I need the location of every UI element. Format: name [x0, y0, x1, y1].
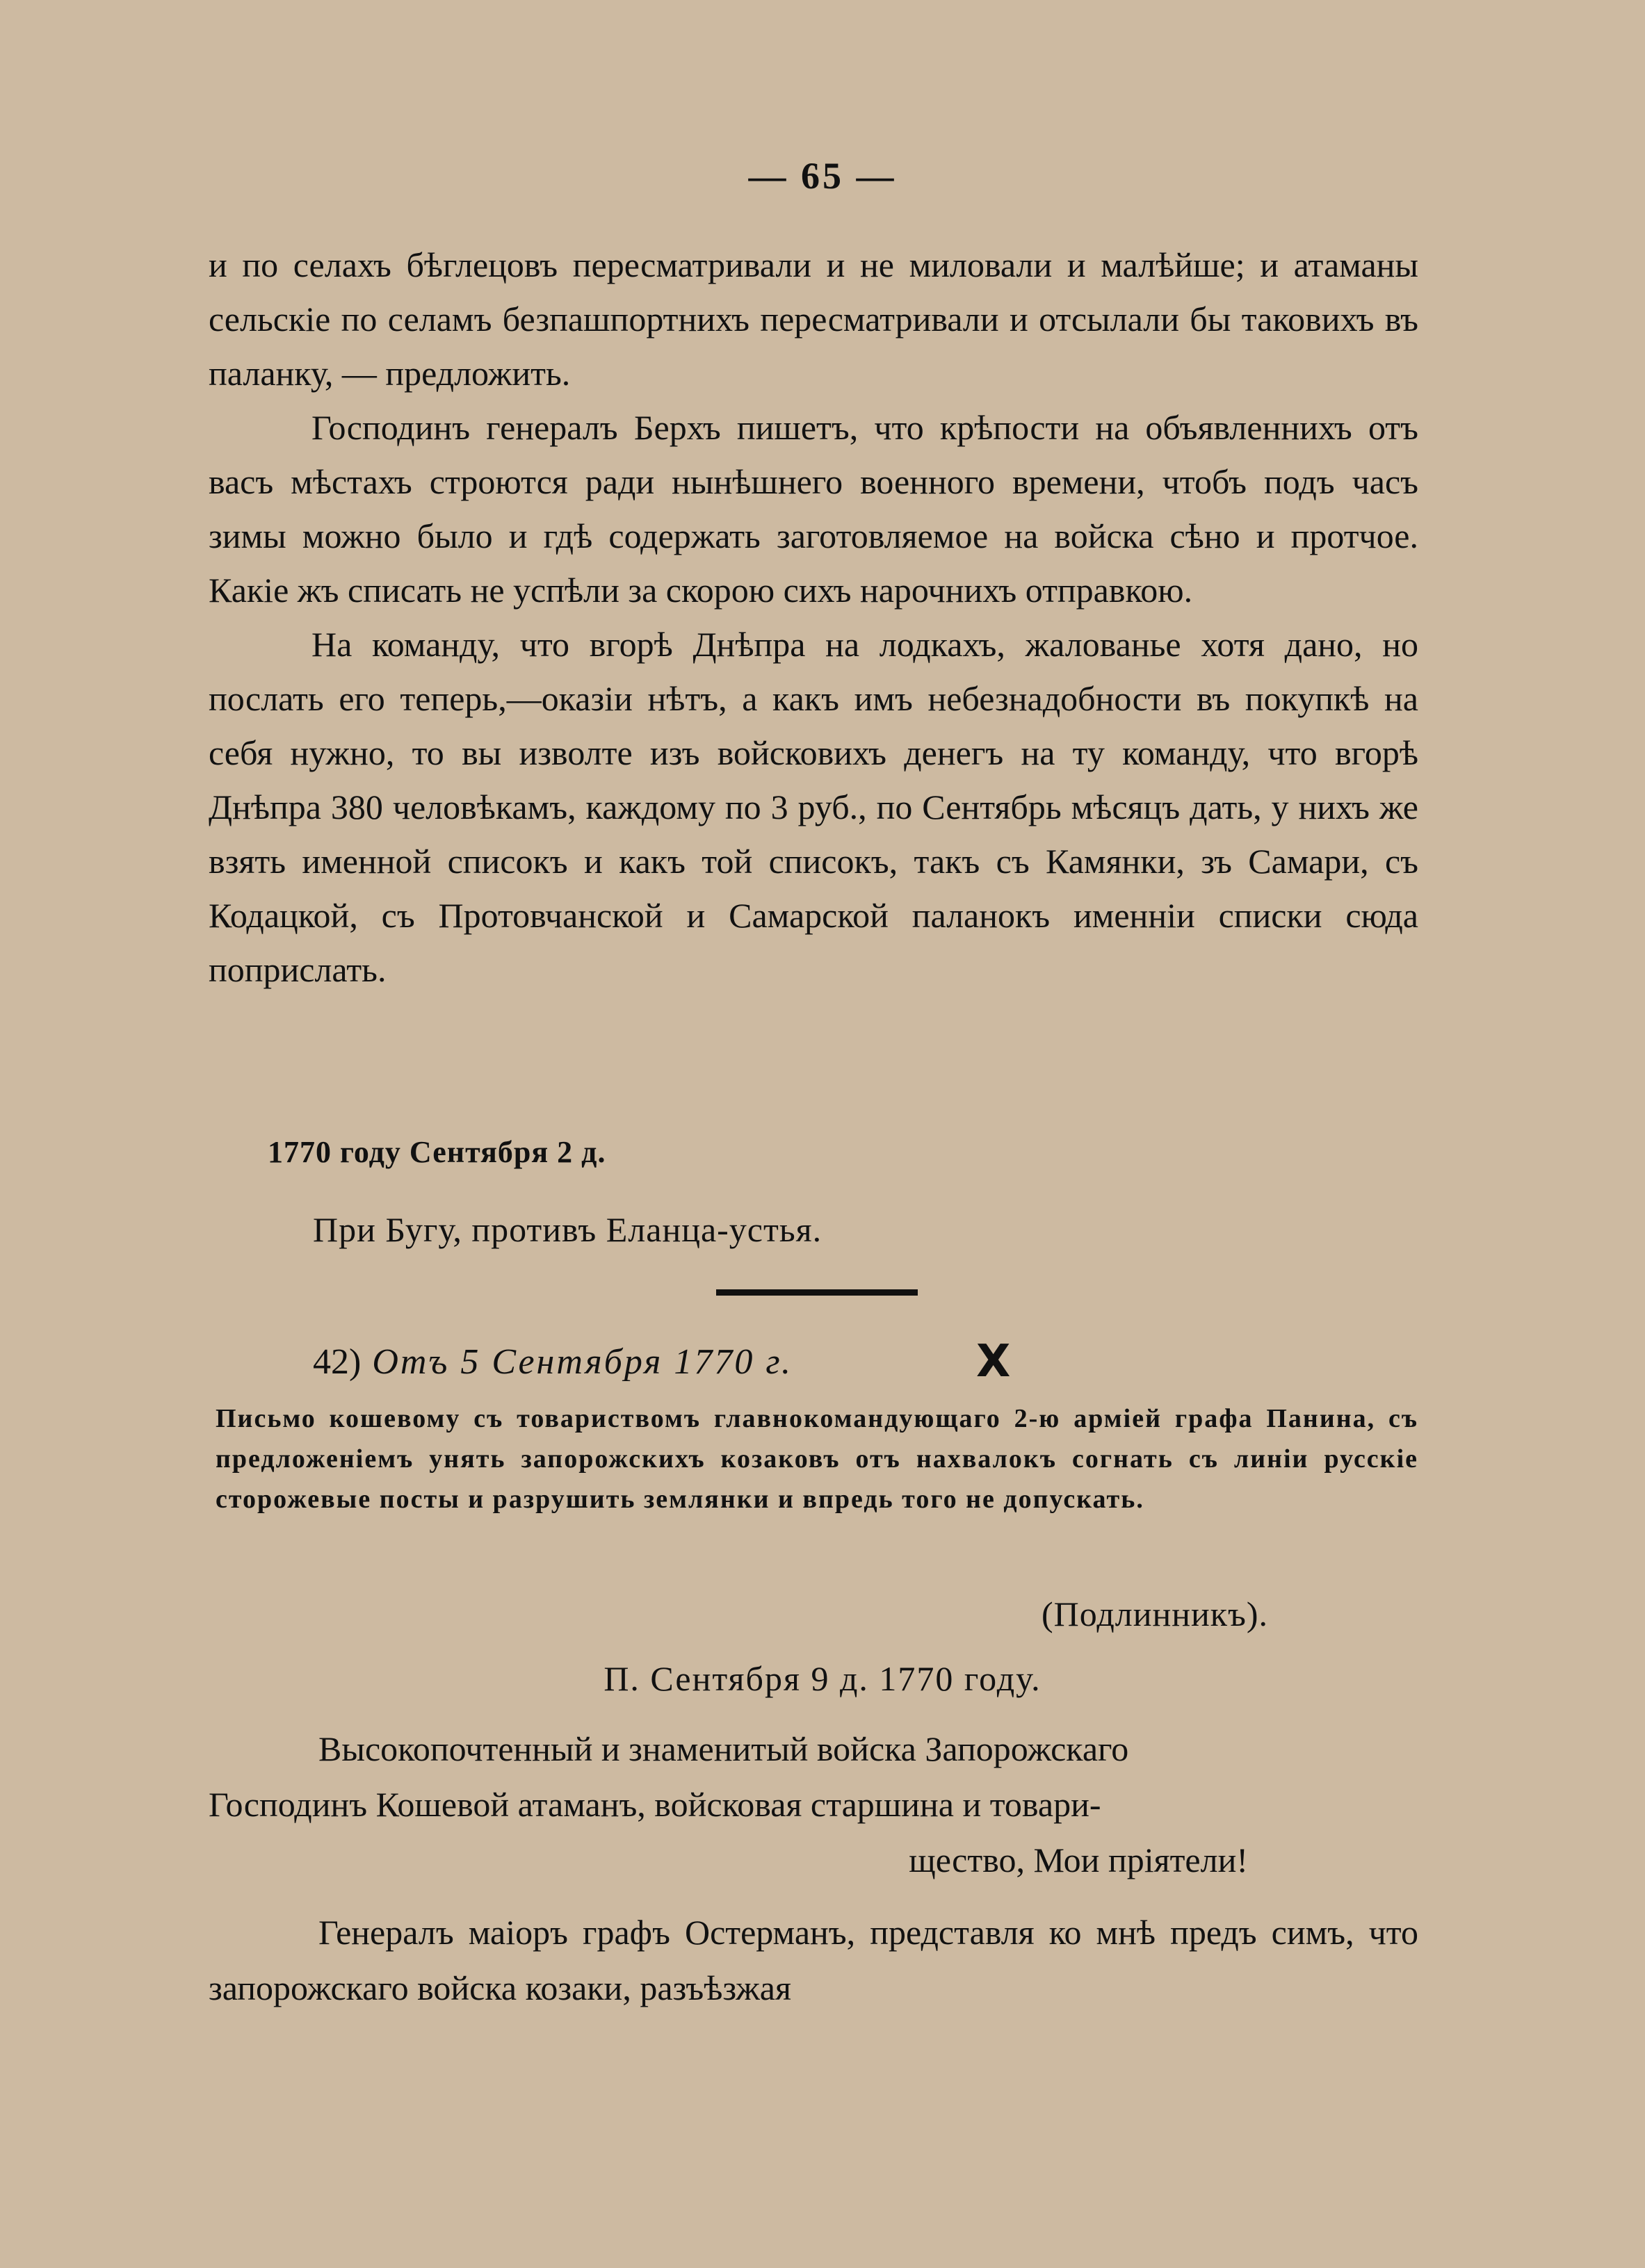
original-note: (Подлинникъ).	[1042, 1594, 1269, 1633]
paragraph: Генералъ маіоръ графъ Остерманъ, представля ко мнѣ предъ симъ, что запорожскаго войска козаки, разъѣзжая	[209, 1913, 1418, 2007]
place-line: При Бугу, противъ Еланца-устья.	[313, 1210, 822, 1249]
letter-date: П. Сентября 9 д. 1770 году.	[603, 1659, 1042, 1698]
salutation	[209, 1721, 1418, 1888]
date-line: 1770 году Сентября 2 д.	[268, 1135, 606, 1169]
letter-body	[209, 1904, 1418, 2016]
main-text	[209, 238, 1418, 997]
salutation-line: Высокопочтенный и знаменитый войска Запорожскаго	[318, 1729, 1129, 1768]
salutation-line: щество, Мои пріятели!	[909, 1841, 1248, 1879]
paragraph: Господинъ генералъ Берхъ пишетъ, что крѣпости на объявленнихъ отъ васъ мѣстахъ строются ради нынѣшнего военного времени, чтобъ подъ часъ зимы можно было и гдѣ содержать заготовляемое на войска сѣно и протчое. Какіе жъ списать не успѣли за скорою сихъ нарочнихъ отправкою.	[209, 408, 1418, 610]
handwritten-cross-mark: X	[976, 1336, 1011, 1387]
page-number: — 65 —	[748, 155, 897, 197]
paragraph: и по селахъ бѣглецовъ пересматривали и не миловали и малѣйше; и атаманы сельскіе по селамъ безпашпортнихъ пересматривали и отсылали бы таковихъ въ паланку, — предложить.	[209, 245, 1418, 393]
paragraph: На команду, что вгорѣ Днѣпра на лодкахъ, жалованье хотя дано, но послать его теперь,—оказіи нѣтъ, а какъ имъ небезнадобности въ покупкѣ на себя нужно, то вы изволте изъ войсковихъ денегъ на ту команду, что вгорѣ Днѣпра 380 человѣкамъ, каждому по 3 руб., по Сентябрь мѣсяцъ дать, у нихъ же взять именной списокъ и какъ той списокъ, такъ съ Камянки, зъ Самари, съ Кодацкой, съ Протовчанской и Самарской паланокъ именніи списки сюда поприслать.	[209, 625, 1418, 989]
section-divider	[716, 1289, 918, 1296]
document-number: 42)	[313, 1342, 362, 1382]
document-date: Отъ 5 Сентября 1770 г.	[372, 1342, 793, 1382]
document-heading	[313, 1341, 793, 1382]
document-summary: Письмо кошевому съ товариствомъ главнокомандующаго 2-ю арміей графа Панина, съ предложеніемъ унять запорожскихъ козаковъ отъ нахвалокъ согнать съ линіи русскіе сторожевые посты и разрушить землянки и впредь того не допускать.	[216, 1404, 1418, 1514]
salutation-line: Господинъ Кошевой атаманъ, войсковая старшина и товари-	[209, 1785, 1101, 1824]
